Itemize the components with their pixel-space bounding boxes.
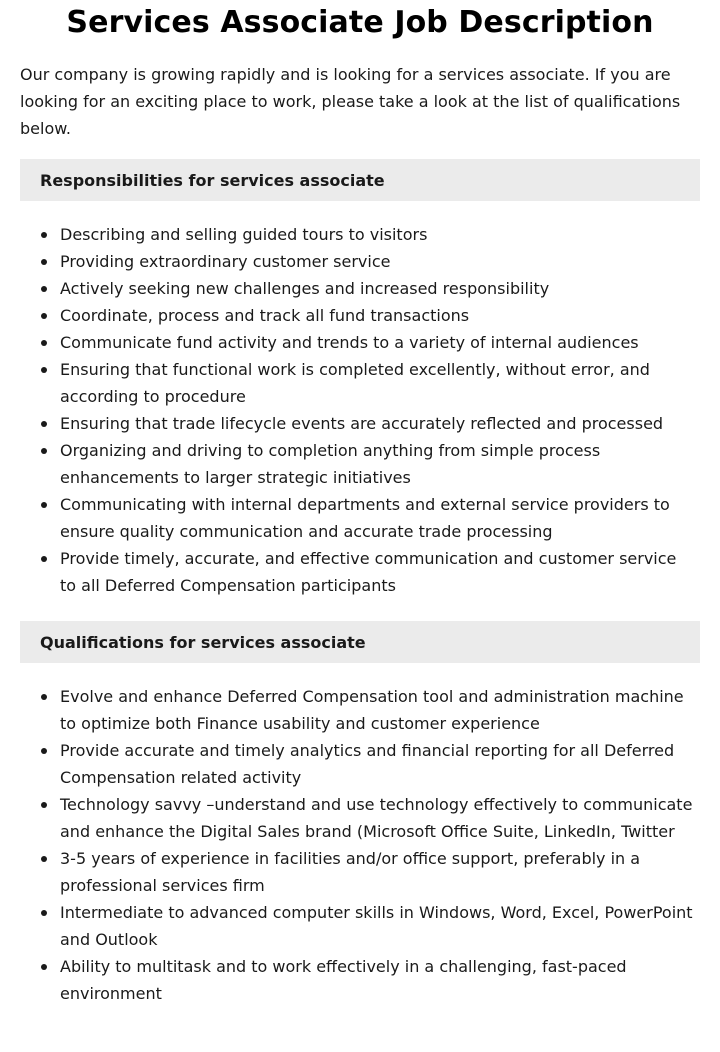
bullet-icon — [41, 694, 47, 700]
list-item-text: Provide timely, accurate, and effective communication and customer service to all Deferred Compensation participants — [60, 549, 677, 595]
responsibilities-heading: Responsibilities for services associate — [20, 159, 700, 201]
list-item — [20, 953, 700, 1007]
list-item-text: Coordinate, process and track all fund transactions — [60, 306, 470, 325]
bullet-icon — [41, 367, 47, 373]
intro-paragraph: Our company is growing rapidly and is looking for a services associate. If you are looking for an exciting place to work, please take a look at the list of qualifications below. — [20, 65, 681, 138]
list-item-text: Communicating with internal departments and external service providers to ensure quality communication and accurate trade processing — [60, 495, 670, 541]
bullet-icon — [41, 286, 47, 292]
list-item — [20, 899, 700, 953]
list-item-text: Describing and selling guided tours to visitors — [60, 225, 428, 244]
responsibilities-list — [20, 221, 700, 599]
list-item-text: Ensuring that trade lifecycle events are accurately reflected and processed — [60, 414, 664, 433]
list-item — [20, 491, 700, 545]
list-item — [20, 410, 700, 437]
list-item — [20, 302, 700, 329]
list-item-text: Organizing and driving to completion anything from simple process enhancements to larger strategic initiatives — [60, 441, 601, 487]
list-item — [20, 437, 700, 491]
list-item — [20, 275, 700, 302]
list-item-text: Provide accurate and timely analytics and financial reporting for all Deferred Compensation related activity — [60, 741, 675, 787]
list-item-text: Communicate fund activity and trends to a variety of internal audiences — [60, 333, 639, 352]
bullet-icon — [41, 232, 47, 238]
bullet-icon — [41, 910, 47, 916]
list-item — [20, 845, 700, 899]
bullet-icon — [41, 340, 47, 346]
bullet-icon — [41, 802, 47, 808]
list-item — [20, 737, 700, 791]
bullet-icon — [41, 502, 47, 508]
list-item-text: Intermediate to advanced computer skills in Windows, Word, Excel, PowerPoint and Outlook — [60, 903, 693, 949]
page-title: Services Associate Job Description — [66, 5, 654, 40]
list-item — [20, 545, 700, 599]
list-item-text: Actively seeking new challenges and increased responsibility — [60, 279, 550, 298]
list-item-text: Ability to multitask and to work effectively in a challenging, fast-paced environment — [60, 957, 627, 1003]
bullet-icon — [41, 259, 47, 265]
qualifications-heading: Qualifications for services associate — [20, 621, 700, 663]
qualifications-list — [20, 683, 700, 1007]
list-item — [20, 329, 700, 356]
list-item-text: Technology savvy –understand and use technology effectively to communicate and enhance the Digital Sales brand (Microsoft Office Suite, LinkedIn, Twitter — [60, 795, 693, 841]
list-item — [20, 248, 700, 275]
bullet-icon — [41, 313, 47, 319]
bullet-icon — [41, 964, 47, 970]
list-item — [20, 791, 700, 845]
list-item-text: 3-5 years of experience in facilities and/or office support, preferably in a professional services firm — [60, 849, 641, 895]
list-item-text: Ensuring that functional work is completed excellently, without error, and according to procedure — [60, 360, 650, 406]
bullet-icon — [41, 421, 47, 427]
bullet-icon — [41, 748, 47, 754]
list-item — [20, 221, 700, 248]
list-item-text: Evolve and enhance Deferred Compensation tool and administration machine to optimize both Finance usability and customer experience — [60, 687, 684, 733]
bullet-icon — [41, 448, 47, 454]
list-item — [20, 356, 700, 410]
bullet-icon — [41, 856, 47, 862]
bullet-icon — [41, 556, 47, 562]
list-item-text: Providing extraordinary customer service — [60, 252, 391, 271]
list-item — [20, 683, 700, 737]
